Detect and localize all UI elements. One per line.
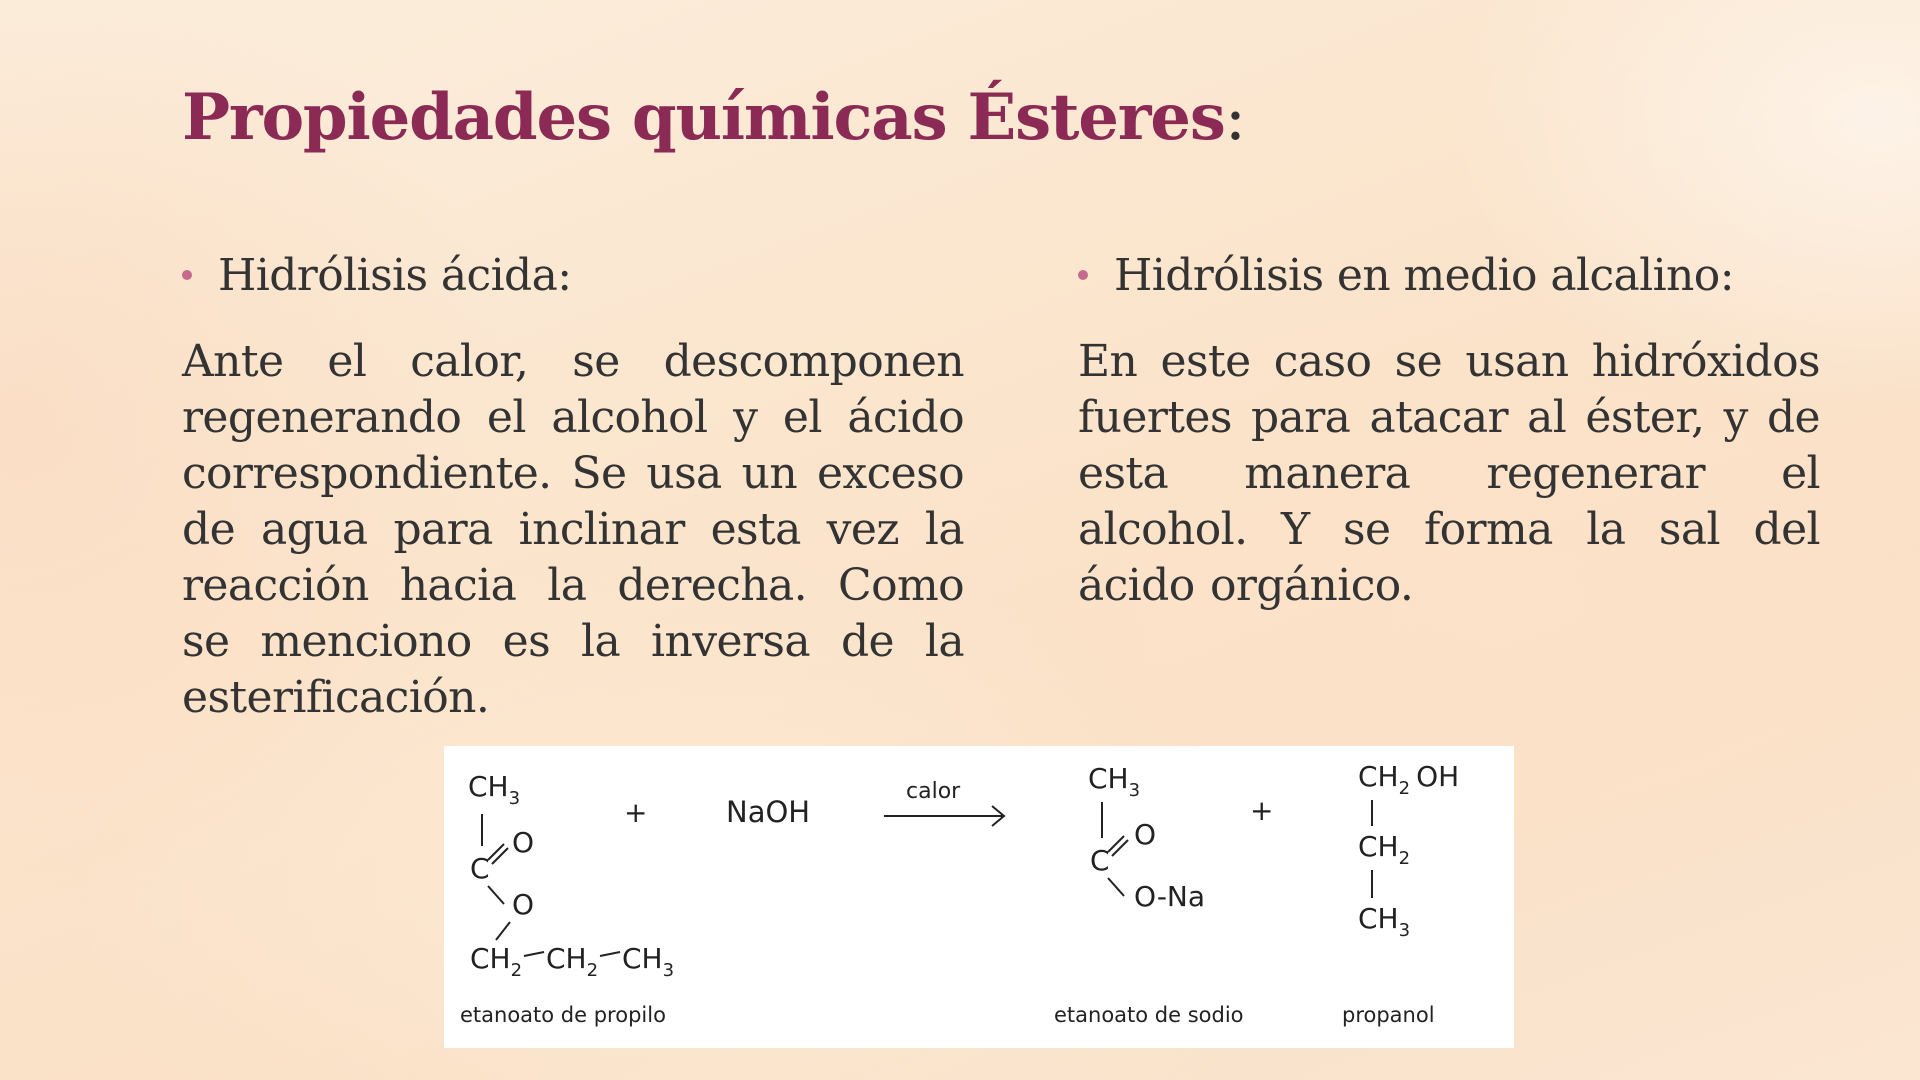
ester-chain-ch3-label: $CH_3$ [622,942,675,981]
salt-double-bond-b [1112,840,1128,856]
ester-bond-ch2-ch2 [524,952,544,956]
slide-title-colon: : [1224,81,1246,155]
salt-o-na-label: O-Na [1134,880,1206,913]
propanol-ch3-label: $CH_3$ [1358,902,1411,941]
salt-double-bond-a [1108,836,1124,852]
ester-double-bond-b [492,848,508,864]
acid-hydrolysis-heading-text: Hidrólisis ácida: [218,250,572,301]
reaction-arrow [884,779,1004,826]
bullet-icon [182,270,192,280]
salt-ch3-label: $CH_3$ [1088,762,1141,801]
reagent-naoh-label: NaOH [726,795,811,829]
plus-sign-1: + [624,796,648,829]
sodium-salt-structure [1054,762,1244,1027]
propanol-ch2oh-label: $CH_2$ OH [1358,760,1460,799]
salt-bond-c-o [1108,878,1124,896]
acid-hydrolysis-column [182,246,964,726]
ester-carbon-label: C [470,852,490,885]
propanol-ch2-label: $CH_2$ [1358,830,1411,869]
acid-hydrolysis-text: Ante el calor, se descomponen regenerando el alcohol y el ácido correspondiente. Se usa un exceso de agua para inclinar esta vez la reacción hacia la derecha. Como se menciono es la inversa de la esterificación. [182,336,964,723]
alkaline-hydrolysis-heading-text: Hidrólisis en medio alcalino: [1114,250,1734,301]
ester-carbonyl-oxygen-label: O [512,826,535,859]
arrow-condition-label: calor [906,779,961,804]
ester-bond-o-ch2 [496,922,510,940]
ester-caption: etanoato de propilo [460,1003,666,1027]
plus-sign-2: + [1250,794,1274,827]
propanol-structure [1342,760,1459,1027]
ester-bond-ch2-ch3 [600,952,620,956]
alkaline-hydrolysis-text: En este caso se usan hidróxidos fuertes para atacar al éster, y de esta manera regenerar el alcohol. Y se forma la sal del ácido orgánico. [1078,336,1820,611]
ester-ch3-label: $CH_3$ [468,770,521,809]
reaction-svg [444,746,1514,1048]
slide-title [182,74,1245,162]
salt-caption: etanoato de sodio [1054,1003,1244,1027]
saponification-reaction-diagram [444,746,1514,1048]
ester-bond-c-o [488,886,504,904]
ester-chain-ch2a-label: $CH_2$ [470,942,523,981]
propanol-caption: propanol [1342,1003,1435,1027]
ester-chain-ch2b-label: $CH_2$ [546,942,599,981]
slide-title-text: Propiedades químicas Ésteres [182,80,1225,155]
alkaline-hydrolysis-heading [1078,246,1820,306]
acid-hydrolysis-heading [182,246,964,306]
ester-double-bond-a [488,844,504,860]
alkaline-hydrolysis-column [1078,246,1820,614]
salt-carbonyl-oxygen-label: O [1134,818,1157,851]
salt-carbon-label: C [1090,844,1110,877]
ester-ether-oxygen-label: O [512,888,535,921]
bullet-icon [1078,270,1088,280]
